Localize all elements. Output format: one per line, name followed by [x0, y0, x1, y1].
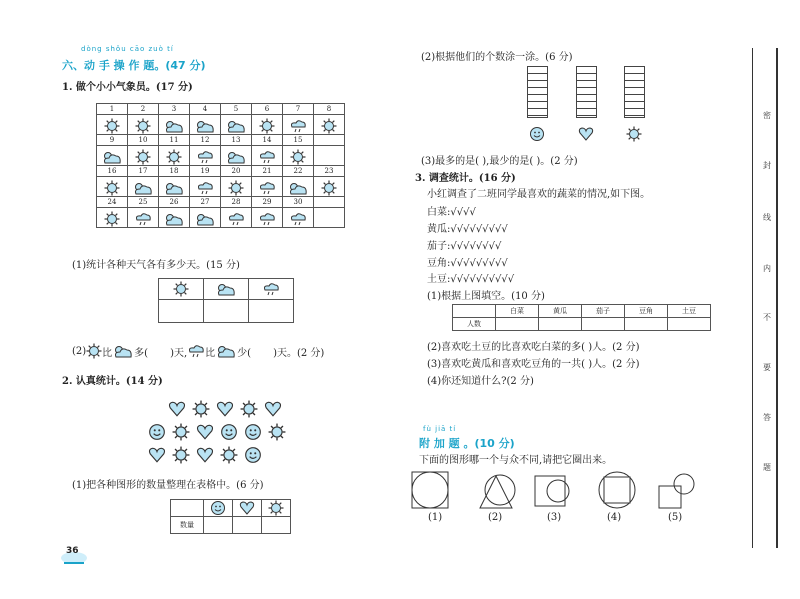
rain-icon	[252, 146, 283, 166]
day-number: 24	[97, 197, 128, 208]
smile-icon	[244, 445, 262, 465]
cloud-icon	[283, 177, 314, 197]
figure-label: (5)	[668, 512, 683, 523]
sun-count-cell[interactable]	[159, 300, 204, 323]
cloud-icon	[159, 177, 190, 197]
rain-icon	[252, 208, 283, 228]
q3-intro: 小红调查了二班同学最喜欢的蔬菜的情况,如下图。	[427, 189, 651, 200]
binding-line-left	[752, 48, 753, 548]
veg-header: 土豆	[668, 305, 711, 318]
day-number: 27	[190, 197, 221, 208]
day-number: 30	[283, 197, 314, 208]
people-label: 人数	[453, 318, 496, 331]
vegetable-table	[452, 304, 711, 331]
margin-char: 题	[763, 463, 771, 472]
veg-line-cucumber: 黄瓜:√√√√√√√√√	[427, 224, 508, 235]
smile-bar[interactable]	[527, 66, 548, 118]
heart-bar[interactable]	[576, 66, 597, 118]
veg-header: 茄子	[582, 305, 625, 318]
margin-char: 线	[763, 213, 771, 222]
q2-sub1: (1)把各种图形的数量整理在表格中。(6 分)	[72, 480, 264, 491]
rain-icon	[190, 146, 221, 166]
veg-header: 黄瓜	[539, 305, 582, 318]
shape-count-table	[170, 499, 291, 534]
sun-icon	[97, 177, 128, 197]
q2-sub2: (2)根据他们的个数涂一涂。(6 分)	[421, 52, 573, 63]
q3-title: 3. 调查统计。(16 分)	[415, 173, 516, 184]
day-number: 16	[97, 166, 128, 177]
q3-sub2: (2)喜欢吃土豆的比喜欢吃白菜的多( )人。(2 分)	[427, 342, 640, 353]
heart-icon	[196, 445, 214, 465]
q1-sub2-tian: )天,	[170, 347, 188, 359]
day-number: 15	[283, 135, 314, 146]
day-number: 9	[97, 135, 128, 146]
day-number: 10	[128, 135, 159, 146]
veg-count-cell[interactable]	[625, 318, 668, 331]
day-number: 1	[97, 104, 128, 115]
heart-icon	[578, 123, 594, 142]
day-number: 19	[190, 166, 221, 177]
sun-icon	[221, 177, 252, 197]
sun-icon	[97, 208, 128, 228]
day-number: 2	[128, 104, 159, 115]
smile-count-cell[interactable]	[204, 517, 233, 534]
extra-pinyin: fù jiā tí	[423, 425, 457, 433]
cloud-icon	[221, 146, 252, 166]
figure-2[interactable]	[480, 475, 515, 508]
weather-count-table	[158, 278, 294, 323]
rain-count-cell[interactable]	[249, 300, 294, 323]
q1-sub2-suffix: )天。(2 分)	[273, 347, 325, 359]
q1-sub2-prefix: (2)	[72, 345, 87, 357]
margin-char: 要	[763, 363, 771, 372]
figure-4[interactable]	[599, 472, 635, 508]
sun-icon	[252, 115, 283, 135]
count-label: 数量	[171, 517, 204, 534]
heart-icon	[264, 399, 282, 419]
sun-icon	[172, 445, 190, 465]
smile-icon	[204, 500, 233, 517]
figure-5[interactable]	[659, 474, 694, 508]
q1-title: 1. 做个小小气象员。(17 分)	[62, 82, 193, 93]
heart-icon	[233, 500, 262, 517]
empty-cell	[314, 208, 345, 228]
q1-sub1: (1)统计各种天气各有多少天。(15 分)	[72, 260, 240, 271]
heart-icon	[148, 445, 166, 465]
margin-char: 答	[763, 413, 771, 422]
sun-bar[interactable]	[624, 66, 645, 118]
section6-title: 六、动 手 操 作 题。(47 分)	[62, 59, 206, 72]
section6-pinyin: dòng shǒu cāo zuò tí	[81, 45, 174, 53]
q1-sub2-shao: 少(	[237, 347, 252, 359]
cloud-icon	[215, 343, 237, 359]
day-number: 20	[221, 166, 252, 177]
day-number: 17	[128, 166, 159, 177]
day-number: 12	[190, 135, 221, 146]
day-number: 6	[252, 104, 283, 115]
day-number: 8	[314, 104, 345, 115]
day-number: 3	[159, 104, 190, 115]
rain-icon	[249, 279, 294, 300]
veg-header: 豆角	[625, 305, 668, 318]
day-number	[314, 197, 345, 208]
shape-row	[148, 420, 308, 443]
rain-icon	[128, 208, 159, 228]
sun-icon	[314, 177, 345, 197]
sun-icon	[626, 123, 642, 142]
figure-label: (3)	[547, 512, 562, 523]
veg-header: 白菜	[496, 305, 539, 318]
cloud-icon	[159, 115, 190, 135]
day-number: 7	[283, 104, 314, 115]
sun-icon	[262, 500, 291, 517]
rain-icon	[187, 343, 205, 359]
q3-sub3: (3)喜欢吃黄瓜和喜欢吃豆角的一共( )人。(2 分)	[427, 359, 640, 370]
sun-icon	[192, 399, 210, 419]
figure-3[interactable]	[535, 476, 569, 506]
smile-icon	[148, 422, 166, 442]
binding-line-right	[776, 48, 778, 548]
day-number: 22	[283, 166, 314, 177]
q1-sub2-duo: 多(	[134, 347, 149, 359]
cloud-count-cell[interactable]	[204, 300, 249, 323]
rain-icon	[283, 208, 314, 228]
sun-icon	[128, 115, 159, 135]
day-number: 4	[190, 104, 221, 115]
cloud-icon	[190, 115, 221, 135]
veg-line-eggplant: 茄子:√√√√√√√√	[427, 241, 502, 252]
sun-count-cell[interactable]	[262, 517, 291, 534]
q2-title: 2. 认真统计。(14 分)	[62, 376, 163, 387]
sun-icon	[240, 399, 258, 419]
veg-line-cabbage: 白菜:√√√√	[427, 207, 476, 218]
q1-sub2-bi2: 比	[205, 347, 216, 359]
cloud-icon	[204, 279, 249, 300]
smile-icon	[244, 422, 262, 442]
rain-icon	[221, 208, 252, 228]
day-number: 5	[221, 104, 252, 115]
day-number: 11	[159, 135, 190, 146]
heart-count-cell[interactable]	[233, 517, 262, 534]
sun-icon	[159, 146, 190, 166]
sun-icon	[220, 445, 238, 465]
veg-count-cell[interactable]	[539, 318, 582, 331]
extra-title: 附 加 题 。(10 分)	[419, 437, 515, 450]
figure-label: (2)	[488, 512, 503, 523]
day-number: 28	[221, 197, 252, 208]
day-number: 26	[159, 197, 190, 208]
rain-icon	[190, 177, 221, 197]
day-number: 13	[221, 135, 252, 146]
sun-icon	[314, 115, 345, 135]
empty-cell	[314, 146, 345, 166]
cloud-icon	[159, 208, 190, 228]
shape-row	[148, 443, 308, 466]
veg-count-cell[interactable]	[668, 318, 711, 331]
cloud-icon	[112, 343, 134, 359]
sun-icon	[128, 146, 159, 166]
figure-1[interactable]	[412, 472, 448, 508]
cloud-icon	[221, 115, 252, 135]
page-number: 36	[66, 546, 79, 556]
day-number: 25	[128, 197, 159, 208]
heart-icon	[196, 422, 214, 442]
margin-char: 内	[763, 264, 771, 273]
sun-icon	[97, 115, 128, 135]
sun-icon	[283, 146, 314, 166]
veg-line-potato: 土豆:√√√√√√√√√√	[427, 274, 515, 285]
q1-sub2	[72, 343, 324, 359]
veg-count-cell[interactable]	[496, 318, 539, 331]
heart-icon	[216, 399, 234, 419]
extra-question: 下面的图形哪一个与众不同,请把它圈出来。	[419, 455, 613, 466]
rain-icon	[283, 115, 314, 135]
shape-grid	[148, 397, 308, 466]
q3-sub1: (1)根据上图填空。(10 分)	[427, 291, 545, 302]
sun-icon	[159, 279, 204, 300]
cloud-icon	[190, 208, 221, 228]
heart-icon	[168, 399, 186, 419]
figure-label: (1)	[428, 512, 443, 523]
shape-row	[168, 397, 308, 420]
day-number	[314, 135, 345, 146]
cloud-icon	[128, 177, 159, 197]
day-number: 21	[252, 166, 283, 177]
margin-char: 密	[763, 111, 771, 120]
day-number: 29	[252, 197, 283, 208]
veg-count-cell[interactable]	[582, 318, 625, 331]
day-number: 23	[314, 166, 345, 177]
sun-icon	[86, 343, 102, 359]
margin-char: 不	[763, 313, 771, 322]
sun-icon	[172, 422, 190, 442]
margin-char: 封	[763, 161, 771, 170]
q2-sub3: (3)最多的是( ),最少的是( )。(2 分)	[421, 156, 578, 167]
day-number: 14	[252, 135, 283, 146]
q3-sub4: (4)你还知道什么?(2 分)	[427, 376, 534, 387]
smile-icon	[220, 422, 238, 442]
veg-line-bean: 豆角:√√√√√√√√√	[427, 258, 508, 269]
figure-label: (4)	[607, 512, 622, 523]
sun-icon	[268, 422, 286, 442]
weather-calendar	[96, 103, 345, 228]
odd-one-out-figures	[408, 468, 708, 514]
cloud-icon	[97, 146, 128, 166]
day-number: 18	[159, 166, 190, 177]
q1-sub2-bi: 比	[102, 347, 113, 359]
smile-icon	[529, 123, 545, 142]
rain-icon	[252, 177, 283, 197]
